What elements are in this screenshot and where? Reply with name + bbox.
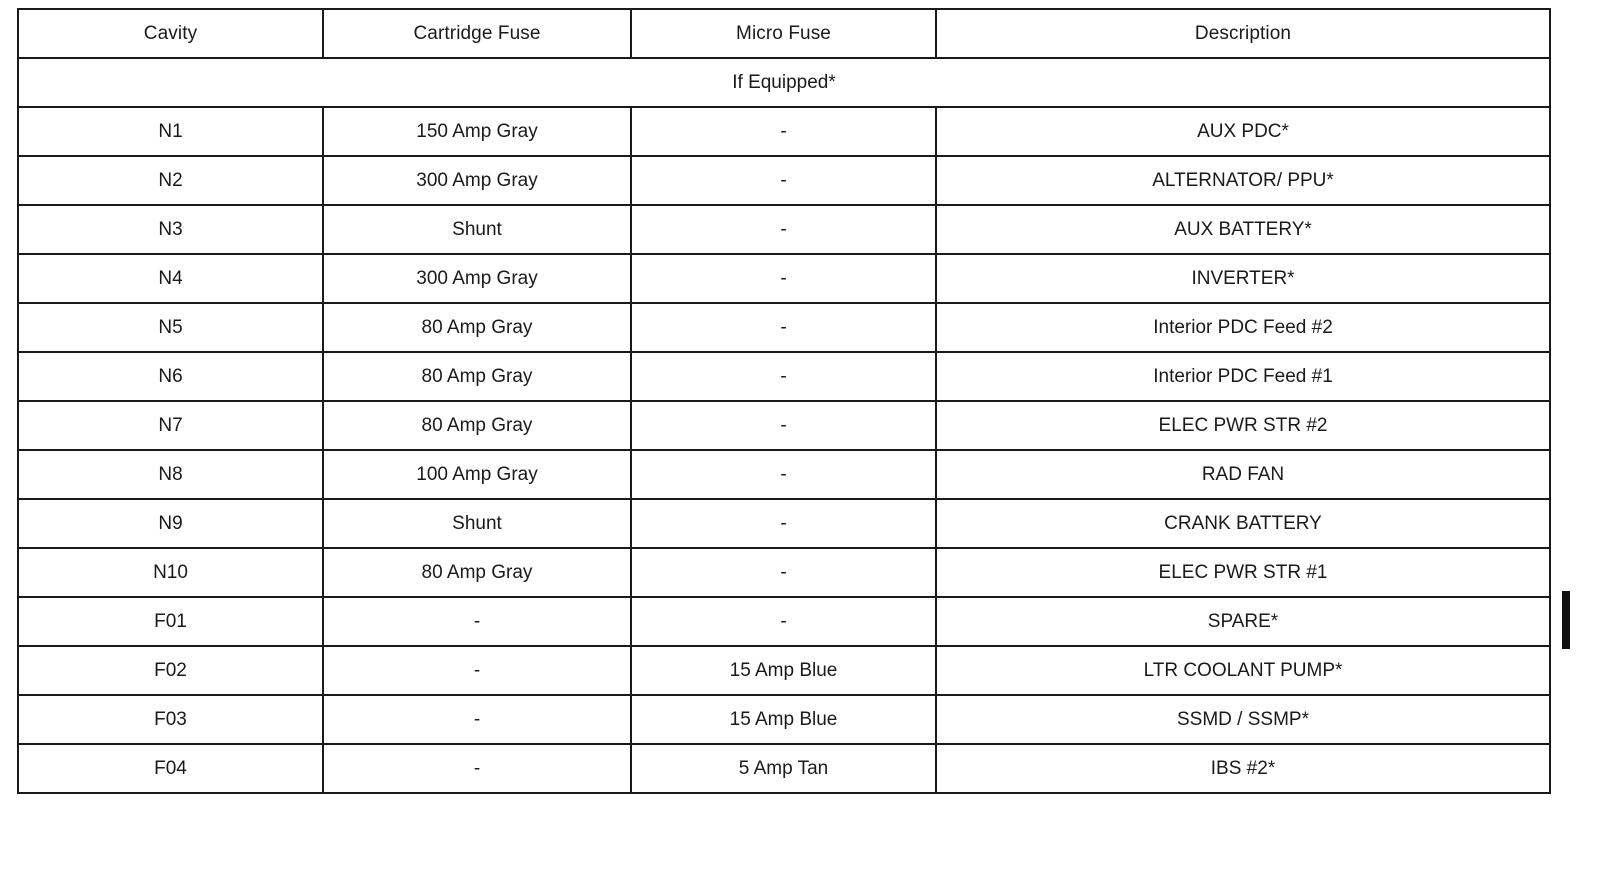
cavity-cell: N8 <box>18 450 323 499</box>
cavity-cell: N3 <box>18 205 323 254</box>
cartridge-fuse-cell: 150 Amp Gray <box>323 107 631 156</box>
description-cell: ELEC PWR STR #2 <box>936 401 1550 450</box>
table-row <box>18 254 1550 303</box>
cartridge-fuse-cell: 100 Amp Gray <box>323 450 631 499</box>
cavity-cell: N2 <box>18 156 323 205</box>
table-row <box>18 499 1550 548</box>
table-row <box>18 156 1550 205</box>
header-row <box>18 9 1550 58</box>
description-cell: ELEC PWR STR #1 <box>936 548 1550 597</box>
cavity-cell: N5 <box>18 303 323 352</box>
cartridge-fuse-cell: 80 Amp Gray <box>323 548 631 597</box>
table-row <box>18 303 1550 352</box>
cavity-cell: N9 <box>18 499 323 548</box>
micro-fuse-cell: - <box>631 401 936 450</box>
cartridge-fuse-cell: - <box>323 597 631 646</box>
table-row <box>18 401 1550 450</box>
table-row <box>18 352 1550 401</box>
header-description: Description <box>936 9 1550 58</box>
micro-fuse-cell: - <box>631 597 936 646</box>
cartridge-fuse-cell: - <box>323 695 631 744</box>
cartridge-fuse-cell: 300 Amp Gray <box>323 254 631 303</box>
table-row <box>18 695 1550 744</box>
description-cell: Interior PDC Feed #2 <box>936 303 1550 352</box>
cartridge-fuse-cell: - <box>323 646 631 695</box>
micro-fuse-cell: - <box>631 548 936 597</box>
fuse-table <box>17 8 1551 794</box>
cavity-cell: N7 <box>18 401 323 450</box>
table-row <box>18 450 1550 499</box>
cartridge-fuse-cell: Shunt <box>323 205 631 254</box>
micro-fuse-cell: 15 Amp Blue <box>631 646 936 695</box>
table-row <box>18 205 1550 254</box>
cartridge-fuse-cell: 80 Amp Gray <box>323 401 631 450</box>
cartridge-fuse-cell: 300 Amp Gray <box>323 156 631 205</box>
description-cell: AUX BATTERY* <box>936 205 1550 254</box>
group-row <box>18 58 1550 107</box>
micro-fuse-cell: - <box>631 303 936 352</box>
cavity-cell: F02 <box>18 646 323 695</box>
micro-fuse-cell: - <box>631 450 936 499</box>
micro-fuse-cell: - <box>631 107 936 156</box>
micro-fuse-cell: - <box>631 205 936 254</box>
micro-fuse-cell: - <box>631 254 936 303</box>
table-row <box>18 107 1550 156</box>
header-cavity: Cavity <box>18 9 323 58</box>
micro-fuse-cell: - <box>631 352 936 401</box>
cavity-cell: F01 <box>18 597 323 646</box>
description-cell: AUX PDC* <box>936 107 1550 156</box>
cartridge-fuse-cell: 80 Amp Gray <box>323 303 631 352</box>
cartridge-fuse-cell: Shunt <box>323 499 631 548</box>
table-row <box>18 646 1550 695</box>
table-row <box>18 744 1550 793</box>
cartridge-fuse-cell: 80 Amp Gray <box>323 352 631 401</box>
description-cell: SPARE* <box>936 597 1550 646</box>
cavity-cell: N6 <box>18 352 323 401</box>
table-row <box>18 548 1550 597</box>
description-cell: SSMD / SSMP* <box>936 695 1550 744</box>
group-label: If Equipped* <box>18 58 1550 107</box>
description-cell: ALTERNATOR/ PPU* <box>936 156 1550 205</box>
micro-fuse-cell: - <box>631 499 936 548</box>
description-cell: RAD FAN <box>936 450 1550 499</box>
cavity-cell: N1 <box>18 107 323 156</box>
cavity-cell: F03 <box>18 695 323 744</box>
cavity-cell: N4 <box>18 254 323 303</box>
description-cell: Interior PDC Feed #1 <box>936 352 1550 401</box>
table-body <box>18 58 1550 793</box>
description-cell: LTR COOLANT PUMP* <box>936 646 1550 695</box>
cartridge-fuse-cell: - <box>323 744 631 793</box>
header-cartridge-fuse: Cartridge Fuse <box>323 9 631 58</box>
page-edge-tab <box>1562 591 1570 649</box>
cavity-cell: F04 <box>18 744 323 793</box>
description-cell: CRANK BATTERY <box>936 499 1550 548</box>
header-micro-fuse: Micro Fuse <box>631 9 936 58</box>
description-cell: INVERTER* <box>936 254 1550 303</box>
micro-fuse-cell: 15 Amp Blue <box>631 695 936 744</box>
cavity-cell: N10 <box>18 548 323 597</box>
micro-fuse-cell: 5 Amp Tan <box>631 744 936 793</box>
micro-fuse-cell: - <box>631 156 936 205</box>
description-cell: IBS #2* <box>936 744 1550 793</box>
table-row <box>18 597 1550 646</box>
